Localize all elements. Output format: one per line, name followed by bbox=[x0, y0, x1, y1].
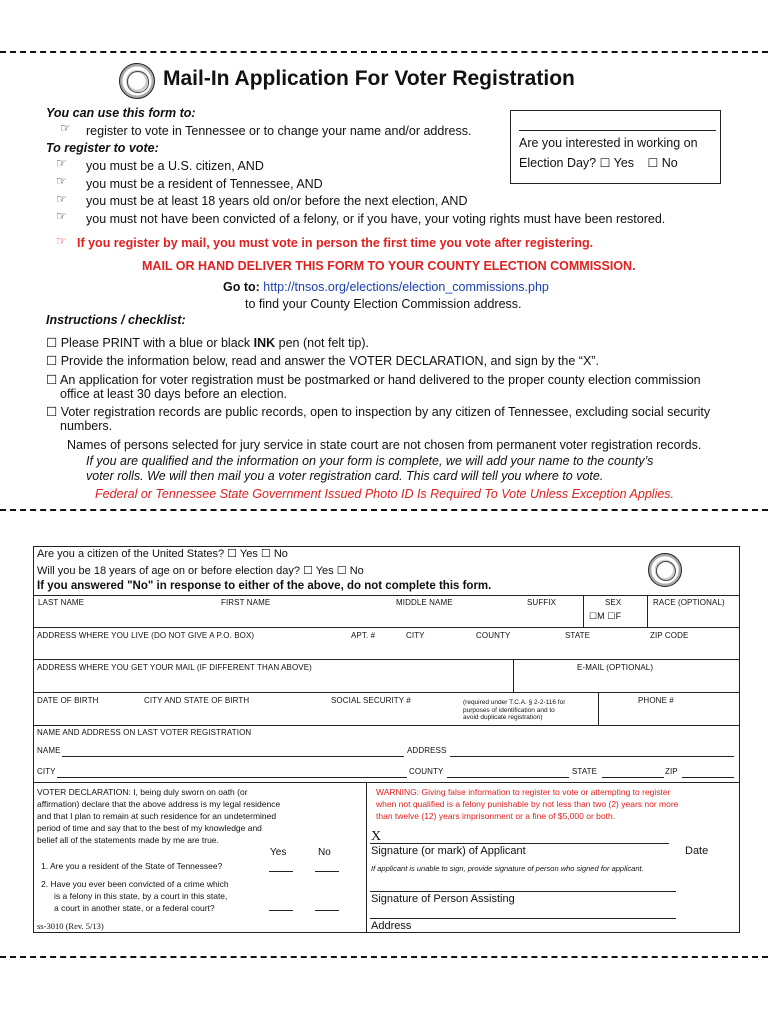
felony-line: 2. Have you ever been convicted of a crime which bbox=[41, 879, 229, 889]
assist-note: If applicant is unable to sign, provide signature of person who signed for applicant. bbox=[371, 864, 644, 873]
requirement-item: you must be a resident of Tennessee, AND bbox=[86, 177, 323, 191]
instructions-heading: Instructions / checklist: bbox=[46, 313, 186, 327]
sex-options bbox=[589, 611, 621, 622]
declaration-line: period of time and say that to the best of my knowledge and bbox=[37, 823, 262, 833]
checklist-text-cont: office at least 30 days before an election. bbox=[60, 387, 288, 401]
deliver-notice: MAIL OR HAND DELIVER THIS FORM TO YOUR COUNTY ELECTION COMMISSION. bbox=[142, 259, 636, 273]
citizen-question bbox=[37, 547, 288, 560]
checkbox-icon: ☐ bbox=[46, 354, 58, 368]
last-reg-name-field[interactable] bbox=[62, 756, 404, 757]
age-no-checkbox[interactable]: ☐ bbox=[336, 565, 347, 577]
applicant-signature-field[interactable] bbox=[370, 843, 669, 844]
election-day-name-line bbox=[519, 130, 716, 131]
ssn-note-line: (required under T.C.A. § 2-2-116 for bbox=[463, 699, 566, 706]
voter-declaration bbox=[37, 786, 315, 846]
goto-line bbox=[223, 280, 549, 294]
age-yes-checkbox[interactable]: ☐ bbox=[303, 565, 313, 577]
email-field[interactable] bbox=[514, 673, 739, 691]
applicant-signature-label: Signature (or mark) of Applicant bbox=[371, 845, 526, 857]
ssn-note bbox=[463, 699, 593, 722]
mail-warning: If you register by mail, you must vote in person the first time you vote after registering. bbox=[77, 236, 594, 250]
age-label: Will you be 18 years of age on or before election day? bbox=[37, 565, 300, 577]
row-line bbox=[33, 782, 740, 783]
state-label: STATE bbox=[565, 631, 591, 640]
declaration-line: affirmation) declare that the above address is my legal residence bbox=[37, 799, 281, 809]
tennessee-seal-icon bbox=[648, 553, 682, 587]
f-label: F bbox=[615, 611, 622, 621]
yes-label: Yes bbox=[315, 565, 334, 577]
col-line bbox=[583, 595, 584, 627]
sex-label: SEX bbox=[605, 598, 622, 607]
checklist-item bbox=[46, 353, 599, 368]
row-line bbox=[33, 627, 740, 628]
m-label: M bbox=[597, 611, 605, 621]
decl-no-header: No bbox=[318, 847, 331, 858]
no-warning: If you answered "No" in response to either of the above, do not complete this form. bbox=[37, 580, 492, 592]
signature-x-mark: X bbox=[371, 829, 382, 844]
yes-label: Yes bbox=[239, 548, 258, 560]
election-commission-link[interactable]: http://tnsos.org/elections/election_commissions.php bbox=[263, 280, 549, 294]
apt-label: APT. # bbox=[351, 631, 376, 640]
requirement-item: you must be a U.S. citizen, AND bbox=[86, 159, 264, 173]
checklist-text: Please PRINT with a blue or black bbox=[60, 336, 254, 350]
county-label: COUNTY bbox=[476, 631, 511, 640]
election-day-label: Election Day? bbox=[519, 156, 597, 170]
date-label: Date bbox=[685, 845, 709, 857]
election-day-question: Are you interested in working on bbox=[519, 136, 698, 150]
assisting-signature-field[interactable] bbox=[370, 891, 676, 892]
felony-line: a court in another state, or a federal court? bbox=[54, 903, 215, 913]
ssn-note-line: purposes of identification and to bbox=[463, 706, 555, 714]
checklist-item bbox=[46, 372, 701, 387]
last-reg-county-label: COUNTY bbox=[409, 767, 444, 776]
middle-name-label: MIDDLE NAME bbox=[396, 598, 453, 607]
suffix-label: SUFFIX bbox=[527, 598, 557, 607]
declaration-line: belief all of the statements made by me are true. bbox=[37, 835, 219, 845]
last-reg-address-label: ADDRESS bbox=[407, 746, 447, 755]
dob-label: DATE OF BIRTH bbox=[37, 696, 99, 705]
col-line bbox=[598, 692, 599, 725]
citizen-yes-checkbox[interactable]: ☐ bbox=[227, 548, 238, 560]
goto-suffix: to find your County Election Commission address. bbox=[245, 297, 522, 311]
warning-line: than twelve (12) years imprisonment or a fine of $5,000 or both. bbox=[376, 811, 616, 821]
no-label: No bbox=[349, 565, 364, 577]
declaration-line: VOTER DECLARATION: I, being duly sworn on oath (or bbox=[37, 787, 248, 797]
last-reg-zip-field[interactable] bbox=[682, 777, 734, 778]
checkbox-icon: ☐ bbox=[46, 405, 58, 419]
checklist-text: pen (not felt tip). bbox=[275, 336, 369, 350]
pointing-hand-icon: ☞ bbox=[60, 121, 71, 135]
col-line bbox=[366, 782, 367, 933]
residence-address-field[interactable] bbox=[34, 641, 739, 658]
mail-address-label: ADDRESS WHERE YOU GET YOUR MAIL (IF DIFFERENT THAN ABOVE) bbox=[37, 663, 312, 672]
checkbox-icon: ☐ bbox=[46, 336, 58, 350]
birthplace-label: CITY AND STATE OF BIRTH bbox=[144, 696, 250, 705]
row-line bbox=[33, 725, 740, 726]
requirement-item: you must be at least 18 years old on/or before the next election, AND bbox=[86, 194, 468, 208]
citizen-no-checkbox[interactable]: ☐ bbox=[260, 548, 271, 560]
row-line bbox=[33, 692, 740, 693]
dob-field[interactable] bbox=[34, 706, 139, 724]
last-reg-state-field[interactable] bbox=[602, 777, 664, 778]
last-name-field[interactable] bbox=[34, 608, 582, 626]
last-reg-city-field[interactable] bbox=[57, 777, 407, 778]
qualified-note-2: voter rolls. We will then mail you a voter registration card. This card will tell you where to vote. bbox=[86, 469, 604, 483]
assisting-address-field[interactable] bbox=[370, 918, 676, 919]
goto-label: Go to: bbox=[223, 280, 260, 294]
felony-yes-field[interactable] bbox=[269, 910, 293, 911]
form-number: ss-3010 (Rev. 5/13) bbox=[37, 921, 104, 931]
pointing-hand-icon: ☞ bbox=[56, 192, 67, 206]
use-heading: You can use this form to: bbox=[46, 106, 196, 120]
no-label: No bbox=[661, 156, 678, 170]
checklist-text: An application for voter registration must be postmarked or hand delivered to the proper county election commission bbox=[60, 373, 701, 387]
last-reg-heading: NAME AND ADDRESS ON LAST VOTER REGISTRATION bbox=[37, 728, 252, 737]
residence-yes-field[interactable] bbox=[269, 871, 293, 872]
no-label: No bbox=[273, 548, 288, 560]
last-name-label: LAST NAME bbox=[38, 598, 85, 607]
checklist-text: Voter registration records are public records, open to inspection by any citizen of Tennessee, excluding social security bbox=[60, 405, 711, 419]
row-line bbox=[33, 595, 740, 596]
ink-bold: INK bbox=[253, 336, 276, 350]
last-reg-address-field[interactable] bbox=[450, 756, 734, 757]
pointing-hand-icon: ☞ bbox=[56, 209, 67, 223]
assisting-signature-label: Signature of Person Assisting bbox=[371, 893, 515, 905]
ssn-note-line: avoid duplicate registration) bbox=[463, 714, 543, 721]
residence-no-field[interactable] bbox=[315, 871, 339, 872]
ssn-label: SOCIAL SECURITY # bbox=[331, 696, 411, 705]
phone-label: PHONE # bbox=[638, 696, 674, 705]
mail-address-field[interactable] bbox=[34, 673, 512, 691]
assisting-address-label: Address bbox=[371, 920, 412, 932]
age-question bbox=[37, 564, 364, 577]
citizen-label: Are you a citizen of the United States? bbox=[37, 548, 225, 560]
page-title: Mail-In Application For Voter Registration bbox=[163, 67, 575, 90]
cut-line-middle bbox=[0, 509, 768, 511]
declaration-line: and that I plan to remain at such residence for an undetermined bbox=[37, 811, 277, 821]
false-info-warning bbox=[376, 786, 738, 822]
checklist-text-cont: numbers. bbox=[60, 419, 113, 433]
checklist-item bbox=[46, 404, 710, 419]
cut-line-bottom bbox=[0, 956, 768, 958]
last-reg-zip-label: ZIP bbox=[665, 767, 678, 776]
warning-line: WARNING: Giving false information to register to vote or attempting to register bbox=[376, 787, 671, 797]
use-item: register to vote in Tennessee or to change your name and/or address. bbox=[86, 124, 472, 138]
felony-line: is a felony in this state, by a court in this state, bbox=[54, 891, 228, 901]
col-line bbox=[647, 595, 648, 627]
decl-yes-header: Yes bbox=[270, 847, 287, 858]
checkbox[interactable]: ☐ bbox=[647, 156, 659, 170]
address-label: ADDRESS WHERE YOU LIVE (DO NOT GIVE A P.O. BOX) bbox=[37, 631, 255, 640]
felony-question bbox=[41, 878, 229, 914]
qualified-note: If you are qualified and the information on your form is complete, we will add your name to the county’s bbox=[86, 454, 654, 468]
row-line bbox=[33, 659, 740, 660]
last-reg-city-label: CITY bbox=[37, 767, 56, 776]
last-reg-state-label: STATE bbox=[572, 767, 598, 776]
checklist-text: Provide the information below, read and answer the VOTER DECLARATION, and sign by the “X”. bbox=[60, 354, 599, 368]
tennessee-seal-icon bbox=[119, 63, 155, 99]
felony-no-field[interactable] bbox=[315, 910, 339, 911]
requirement-item: you must not have been convicted of a felony, or if you have, your voting rights must have been restored. bbox=[86, 212, 666, 226]
sex-f-checkbox[interactable]: ☐ bbox=[607, 611, 616, 621]
pointing-hand-icon: ☞ bbox=[56, 156, 67, 170]
race-label: RACE (OPTIONAL) bbox=[653, 598, 725, 607]
last-reg-county-field[interactable] bbox=[447, 777, 569, 778]
pointing-hand-icon: ☞ bbox=[56, 174, 67, 188]
checkbox[interactable]: ☐ bbox=[599, 156, 611, 170]
pointing-hand-icon: ☞ bbox=[56, 234, 67, 248]
email-label: E-MAIL (OPTIONAL) bbox=[577, 663, 654, 672]
register-heading: To register to vote: bbox=[46, 141, 159, 155]
cut-line-top bbox=[0, 51, 768, 53]
last-reg-name-label: NAME bbox=[37, 746, 61, 755]
jury-note: Names of persons selected for jury service in state court are not chosen from permanent voter registration records. bbox=[67, 438, 702, 452]
residence-question: 1. Are you a resident of the State of Tennessee? bbox=[41, 861, 223, 871]
checkbox-icon: ☐ bbox=[46, 373, 58, 387]
election-day-question-2 bbox=[519, 156, 678, 170]
photo-id-notice: Federal or Tennessee State Government Issued Photo ID Is Required To Vote Unless Exception Applies. bbox=[95, 487, 675, 501]
city-label: CITY bbox=[406, 631, 425, 640]
first-name-label: FIRST NAME bbox=[221, 598, 271, 607]
checklist-item bbox=[46, 335, 369, 350]
warning-line: when not qualified is a felony punishable by not less than two (2) years nor more bbox=[376, 799, 679, 809]
sex-m-checkbox[interactable]: ☐ bbox=[589, 611, 598, 621]
registration-form bbox=[33, 546, 740, 933]
zip-label: ZIP CODE bbox=[650, 631, 689, 640]
yes-label: Yes bbox=[613, 156, 635, 170]
